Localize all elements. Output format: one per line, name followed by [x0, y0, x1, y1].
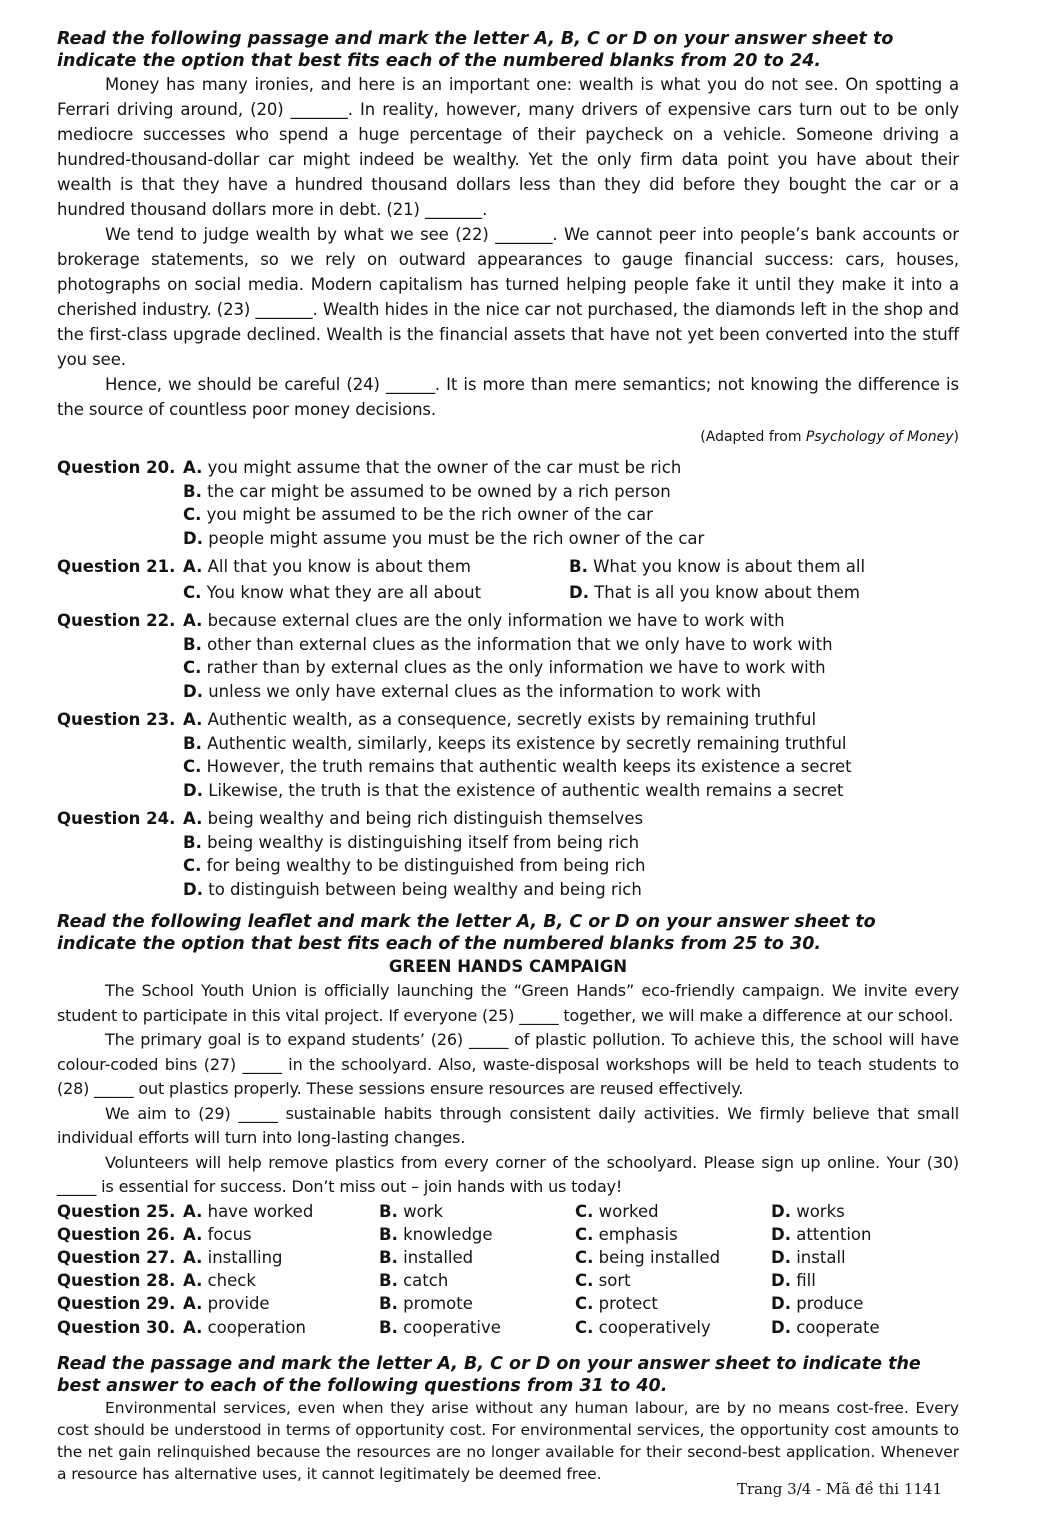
section1-instruction: Read the following passage and mark the letter A, B, C or D on your answer sheet to indicate the option that best fits each of the numbered blanks from 20 to 24. [57, 29, 894, 71]
question-24 [57, 807, 959, 901]
section1-paragraph-1: Money has many ironies, and here is an important one: wealth is what you do not see. On spotting a Ferrari driving around, (20) _______. In reality, however, many drivers of expensive cars turn out to be only mediocre successes who spend a huge percentage of their paycheck on a vehicle. Someone driving a hundred-thousand-dollar car might indeed be wealthy. Yet the only firm data point you have about their wealth is that they have a hundred thousand dollars less than they did before they bought the car or a hundred thousand dollars more in debt. (21) _______. [57, 75, 959, 219]
option-c[interactable]: C. However, the truth remains that authentic wealth keeps its existence a secret [183, 757, 852, 776]
question-27 [57, 1246, 959, 1269]
option-b[interactable]: B. What you know is about them all [569, 557, 866, 576]
question-label: Question 24. [57, 809, 176, 828]
option-a[interactable]: A. provide [183, 1294, 270, 1314]
section1-paragraph-3: Hence, we should be careful (24) ______. It is more than mere semantics; not knowing the difference is the source of countless poor money decisions. [57, 375, 959, 419]
question-26 [57, 1223, 959, 1246]
option-b[interactable]: B. being wealthy is distinguishing itself from being rich [183, 832, 640, 852]
option-c[interactable]: C. protect [575, 1294, 658, 1314]
question-20 [57, 456, 959, 550]
question-label: Question 30. [57, 1317, 176, 1337]
question-29 [57, 1292, 959, 1315]
option-a[interactable]: A. being wealthy and being rich distinguish themselves [183, 809, 644, 828]
source-title: Psychology of Money [805, 429, 954, 445]
section3-instruction: Read the passage and mark the letter A, B, C or D on your answer sheet to indicate the best answer to each of the following questions from 31 to 40. [57, 1353, 921, 1396]
option-d[interactable]: D. produce [771, 1294, 864, 1314]
section2-paragraph-3: We aim to (29) _____ sustainable habits through consistent daily activities. We firmly believe that small individual efforts will turn into long-lasting changes. [57, 1103, 959, 1147]
option-b[interactable]: B. Authentic wealth, similarly, keeps its existence by secretly remaining truthful [183, 733, 847, 753]
option-a[interactable]: A. focus [183, 1224, 252, 1244]
option-b[interactable]: B. knowledge [379, 1224, 493, 1244]
question-22 [57, 609, 959, 703]
option-c[interactable]: C. being installed [575, 1247, 721, 1267]
option-c[interactable]: C. sort [575, 1271, 631, 1291]
option-c[interactable]: C. rather than by external clues as the only information we have to work with [183, 658, 826, 677]
section2-instruction: Read the following leaflet and mark the letter A, B, C or D on your answer sheet to indicate the option that best fits each of the numbered blanks from 25 to 30. [57, 912, 876, 954]
question-label: Question 21. [57, 557, 176, 576]
option-a[interactable]: A. because external clues are the only information we have to work with [183, 611, 785, 630]
section3-paragraph-1: Environmental services, even when they arise without any human labour, are by no means cost-free. Every cost should be understood in terms of opportunity cost. For environmental services, the opportunity cost amounts to the net gain relinquished because the resources are no longer available for their second-best application. Whenever a resource has alternative uses, it cannot legitimately be deemed free. [57, 1398, 959, 1483]
option-b[interactable]: B. the car might be assumed to be owned by a rich person [183, 481, 671, 501]
question-label: Question 26. [57, 1224, 176, 1244]
option-a[interactable]: A. have worked [183, 1201, 314, 1221]
option-b[interactable]: B. work [379, 1201, 444, 1221]
option-d[interactable]: D. attention [771, 1224, 872, 1244]
option-b[interactable]: B. catch [379, 1271, 449, 1291]
question-21 [57, 555, 959, 604]
option-d[interactable]: D. works [771, 1201, 845, 1221]
option-a[interactable]: A. installing [183, 1247, 283, 1267]
option-d[interactable]: D. That is all you know about them [569, 582, 860, 602]
option-c[interactable]: C. emphasis [575, 1224, 678, 1244]
question-25 [57, 1200, 959, 1223]
option-d[interactable]: D. install [771, 1247, 846, 1267]
question-label: Question 25. [57, 1201, 176, 1221]
option-d[interactable]: D. unless we only have external clues as the information to work with [183, 681, 762, 701]
option-a[interactable]: A. cooperation [183, 1317, 306, 1337]
section2-paragraph-2: The primary goal is to expand students’ (26) _____ of plastic pollution. To achieve this, the school will have colour-coded bins (27) _____ in the schoolyard. Also, waste-disposal workshops will be held to teach students to (28) _____ out plastics properly. These sessions ensure resources are reused effectively. [57, 1030, 959, 1098]
question-label: Question 27. [57, 1247, 176, 1267]
page-footer: Trang 3/4 - Mã đề thi 1141 [737, 1480, 942, 1498]
section1-paragraph-2: We tend to judge wealth by what we see (22) _______. We cannot peer into people’s bank accounts or brokerage statements, so we rely on outward appearances to gauge financial success: cars, houses, photographs on social media. Modern capitalism has turned helping people fake it until they make it into a cherished industry. (23) _______. Wealth hides in the nice car not purchased, the diamonds left in the shop and the first-class upgrade declined. Wealth is the financial assets that have not yet been converted into the stuff you see. [57, 225, 959, 369]
option-d[interactable]: D. people might assume you must be the rich owner of the car [183, 528, 705, 548]
option-a[interactable]: A. Authentic wealth, as a consequence, secretly exists by remaining truthful [183, 710, 817, 729]
leaflet-title: GREEN HANDS CAMPAIGN [388, 957, 628, 976]
option-d[interactable]: D. to distinguish between being wealthy and being rich [183, 879, 642, 899]
exam-page [57, 28, 959, 1485]
option-d[interactable]: D. Likewise, the truth is that the existence of authentic wealth remains a secret [183, 780, 844, 800]
question-28 [57, 1269, 959, 1292]
option-c[interactable]: C. You know what they are all about [183, 582, 482, 602]
option-c[interactable]: C. cooperatively [575, 1317, 711, 1337]
option-c[interactable]: C. for being wealthy to be distinguished from being rich [183, 856, 646, 875]
question-label: Question 23. [57, 710, 176, 729]
option-d[interactable]: D. cooperate [771, 1317, 880, 1337]
option-b[interactable]: B. cooperative [379, 1317, 501, 1337]
option-c[interactable]: C. you might be assumed to be the rich owner of the car [183, 505, 653, 524]
option-a[interactable]: A. All that you know is about them [183, 557, 471, 576]
option-b[interactable]: B. other than external clues as the information that we only have to work with [183, 634, 833, 654]
option-a[interactable]: A. check [183, 1271, 256, 1291]
section2-paragraph-4: Volunteers will help remove plastics from every corner of the schoolyard. Please sign up online. Your (30) _____ is essential for success. Don’t miss out – join hands with us today! [57, 1152, 959, 1196]
option-c[interactable]: C. worked [575, 1201, 659, 1221]
question-label: Question 29. [57, 1294, 176, 1314]
option-b[interactable]: B. promote [379, 1294, 473, 1314]
option-a[interactable]: A. you might assume that the owner of the car must be rich [183, 458, 682, 477]
question-label: Question 20. [57, 458, 176, 477]
question-23 [57, 708, 959, 802]
question-30 [57, 1316, 959, 1339]
question-label: Question 22. [57, 611, 176, 630]
question-label: Question 28. [57, 1271, 176, 1291]
source-citation: (Adapted from Psychology of Money) [700, 429, 959, 445]
section2-paragraph-1: The School Youth Union is officially launching the “Green Hands” eco-friendly campaign. We invite every student to participate in this vital project. If everyone (25) _____ together, we will make a difference at our school. [57, 981, 959, 1025]
option-b[interactable]: B. installed [379, 1247, 474, 1267]
option-d[interactable]: D. fill [771, 1271, 816, 1291]
